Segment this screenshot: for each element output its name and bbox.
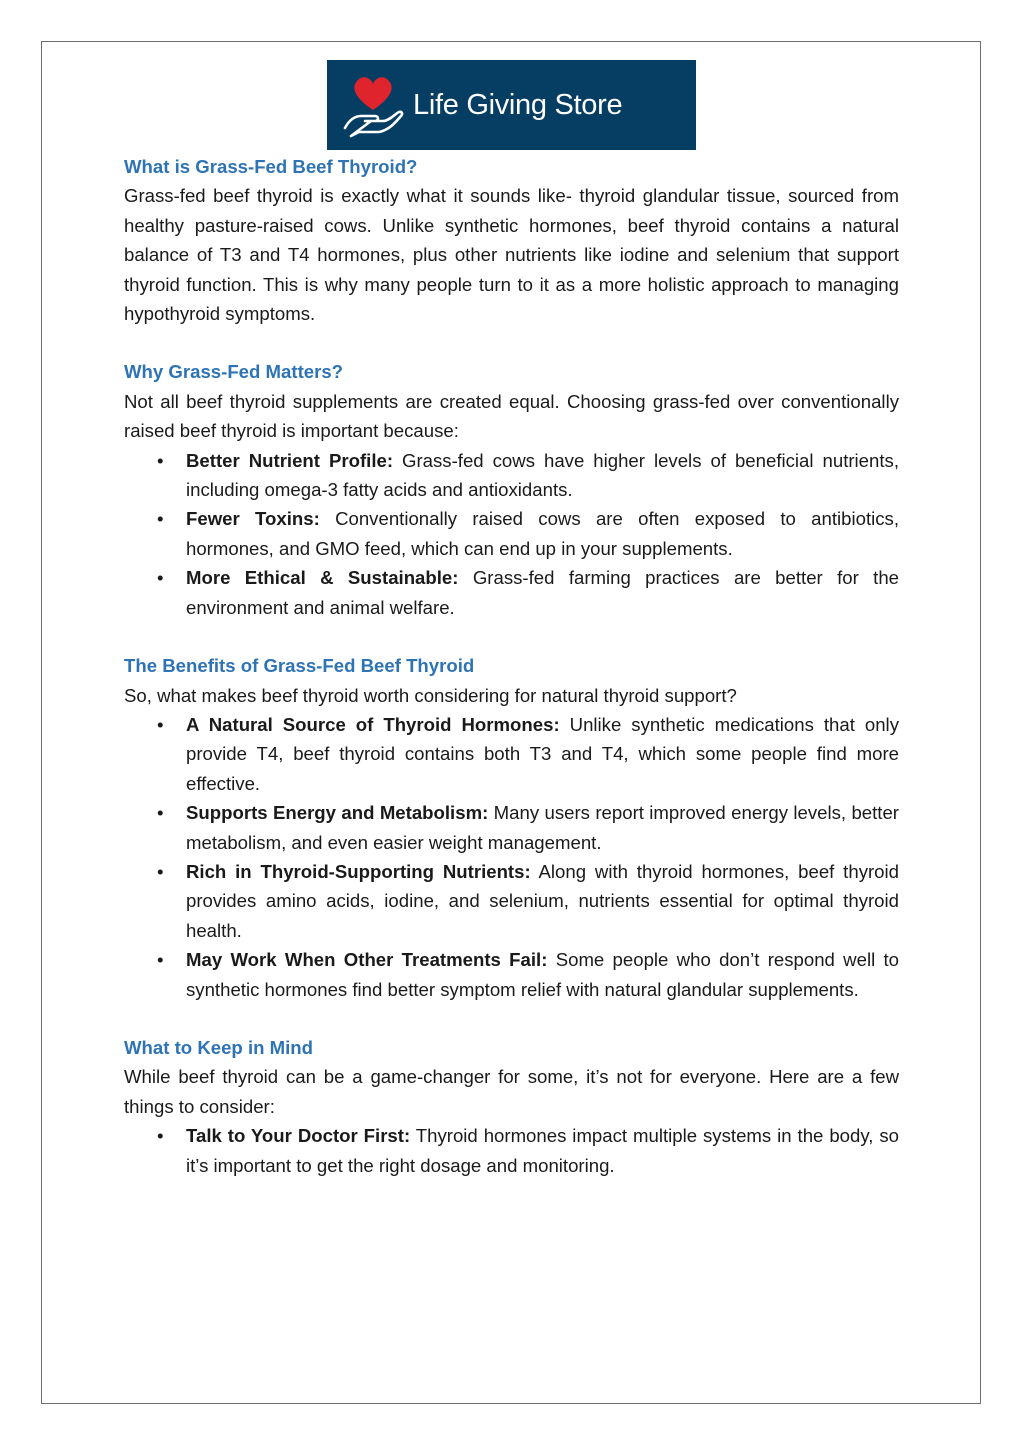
section [124,357,899,622]
brand-name: Life Giving Store [413,88,623,121]
list-item [124,1121,899,1180]
list-item [124,798,899,857]
list-item-text: Thyroid hormones impact multiple systems in the body, so it’s important to get the right dosage and monitoring. [186,1125,900,1176]
bullet-icon: • [157,802,164,824]
bullet-list [124,1121,899,1180]
section-intro: So, what makes beef thyroid worth considering for natural thyroid support? [124,684,737,706]
list-item-title: Talk to Your Doctor First: [186,1125,411,1147]
list-item [124,446,899,505]
list-item [124,563,899,622]
section-intro: Grass-fed beef thyroid is exactly what it sounds like- thyroid glandular tissue, sourced from healthy pasture-raised cows. Unlike synthetic hormones, beef thyroid contains a natural balance of T3 and T4 hormones, plus other nutrients like iodine and selenium that support thyroid function. This is why many people turn to it as a more holistic approach to managing hypothyroid symptoms. [124,185,899,325]
bullet-list [124,446,899,622]
section [124,152,899,328]
article-body [124,152,899,1209]
list-item-title: Fewer Toxins: [186,508,320,530]
list-item-title: Supports Energy and Metabolism: [186,802,489,824]
list-item-text: Grass-fed farming practices are better for the environment and animal welfare. [186,567,899,618]
bullet-icon: • [157,1125,164,1147]
list-item-text: Conventionally raised cows are often exposed to antibiotics, hormones, and GMO feed, which can end up in your supplements. [186,508,900,559]
list-item-text: Many users report improved energy levels, better metabolism, and even easier weight management. [186,802,899,853]
list-item-title: Rich in Thyroid-Supporting Nutrients: [186,860,531,882]
list-item-text: Some people who don’t respond well to synthetic hormones find better symptom relief with natural glandular supplements. [186,949,900,1000]
list-item-title: Better Nutrient Profile: [186,449,394,471]
list-item [124,710,899,798]
list-item-text: Grass-fed cows have higher levels of beneficial nutrients, including omega-3 fatty acids and antioxidants. [186,449,899,501]
list-item [124,504,899,563]
brand-logo [327,60,696,150]
section-heading: What to Keep in Mind [124,1036,314,1058]
list-item [124,857,899,945]
section [124,651,899,1004]
section-heading: Why Grass-Fed Matters? [124,361,344,383]
bullet-icon: • [157,567,164,589]
list-item-title: A Natural Source of Thyroid Hormones: [186,713,560,735]
bullet-icon: • [157,949,164,971]
bullet-icon: • [157,449,164,471]
bullet-list [124,710,899,1004]
list-item-title: More Ethical & Sustainable: [186,567,459,589]
section-intro: Not all beef thyroid supplements are created equal. Choosing grass-fed over conventionally raised beef thyroid is important because: [124,390,899,442]
list-item-title: May Work When Other Treatments Fail: [186,949,548,971]
list-item [124,945,899,1004]
section [124,1033,899,1180]
section-heading: The Benefits of Grass-Fed Beef Thyroid [124,655,475,677]
list-item-text: Along with thyroid hormones, beef thyroid provides amino acids, iodine, and selenium, nutrients essential for optimal thyroid health. [186,860,899,941]
bullet-icon: • [157,508,164,530]
heart-hand-icon [341,70,405,140]
bullet-icon: • [157,713,164,735]
section-intro: While beef thyroid can be a game-changer for some, it’s not for everyone. Here are a few things to consider: [124,1066,899,1117]
section-heading: What is Grass-Fed Beef Thyroid? [124,156,418,177]
list-item-text: Unlike synthetic medications that only provide T4, beef thyroid contains both T3 and T4, which some people find more effective. [186,713,899,794]
bullet-icon: • [157,860,164,882]
